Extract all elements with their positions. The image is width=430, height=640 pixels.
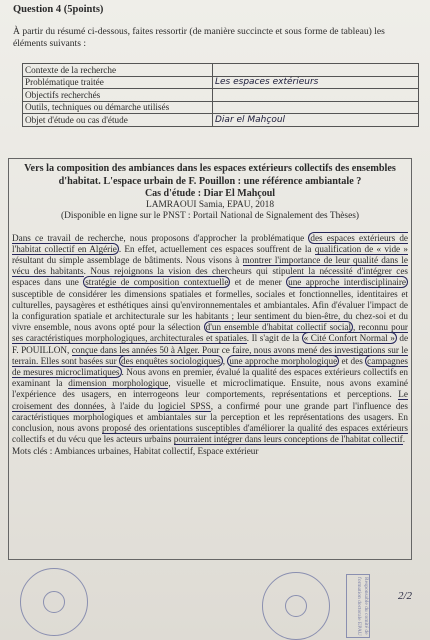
- abstract-segment: . Nous rejoignons la vision des chercheurs qui stipulent la nécessité d'intégrer ces espaces dans une: [12, 266, 408, 288]
- abstract-box: [8, 158, 412, 560]
- underlined-phrase: pourraient intégrer dans leurs conceptions de l'habitat collectif: [173, 434, 403, 445]
- abstract-segment: susceptible de considérer les dimensions spatiales et formelles, sociales et fonctionnelles, identitaires et culturelles, paysagères et esthétiques ainsi qu'environnementales et ambiantales. Afin d'évaluer l'impact de la configuration spatiale et architecturale sur les habitants ; leur sentiment du bien-être, du chez-soi et du vivre ensemble, nous avons opté pour la sélection: [12, 288, 408, 333]
- abstract-segment: . Nous avons en premier, évalué la qualité des espaces extérieurs collectifs en examinant la: [12, 366, 408, 389]
- thesis-availability: (Disponible en ligne sur le PNST : Portail National de Signalement des Thèses): [60, 211, 360, 221]
- circled-phrase: une approche morphologique: [229, 355, 338, 366]
- table-row: [23, 64, 419, 77]
- abstract-segment: . En effet, actuellement ces espaces souffrent de la: [118, 243, 315, 254]
- question-title: Question 4 (5points): [13, 4, 104, 15]
- keywords: Mots clés : Ambiances urbaines, Habitat collectif, Espace extérieur: [12, 446, 259, 457]
- abstract-segment: , a confirmé pour une grande part l'influence des caractéristiques morphologiques et ambiantales sur la perception et les représentations des usagers. En conclusion, nous avons: [12, 400, 409, 433]
- underlined-phrase: reconnu pour ses caractéristiques morphologiques, architecturales et spatiales: [12, 322, 408, 344]
- underlined-phrase: conçue dans les années 50 à Alger: [71, 344, 198, 355]
- abstract-segment: et de mener: [230, 277, 287, 288]
- row-answer[interactable]: [213, 101, 419, 114]
- circled-phrase: des espaces extérieurs de l'habitat collectif en Algérie: [12, 232, 408, 254]
- answer-table: [22, 63, 419, 127]
- abstract-segment: ,: [222, 355, 228, 366]
- circled-phrase: stratégie de composition contextuelle: [85, 277, 229, 288]
- row-label: Problématique traitée: [23, 76, 213, 89]
- abstract-segment: et des: [339, 355, 366, 366]
- row-answer[interactable]: Les espaces extérieurs: [213, 76, 419, 89]
- row-label: Objet d'étude ou cas d'étude: [23, 114, 213, 127]
- row-answer[interactable]: Diar el Mahçoul: [213, 114, 419, 127]
- row-label: Objectifs recherchés: [23, 89, 213, 102]
- abstract-segment: de F. POUILLON,: [12, 333, 409, 355]
- abstract-segment: , visuelle et microclimatique. Ensuite, nous avons examiné l'expérience des usagers, en interrogeons leur comportements, représentations et perceptions.: [12, 378, 408, 400]
- case-study: Cas d'étude : Diar El Mahçoul: [144, 188, 276, 199]
- table-row: [23, 89, 419, 102]
- thesis-author: LAMRAOUI Samia, EPAU, 2018: [145, 199, 275, 210]
- page-number: 2/2: [398, 590, 413, 602]
- institution-stamp-left: [20, 568, 88, 636]
- circled-phrase: campagnes de mesures microclimatiques: [12, 355, 408, 377]
- row-label: Outils, techniques ou démarche utilisés: [23, 101, 213, 114]
- institution-stamp-right: [262, 572, 330, 640]
- circled-phrase: des enquêtes sociologiques: [121, 355, 221, 366]
- abstract-segment: , à l'aide du: [104, 400, 159, 411]
- abstract-segment: collectifs et du vécu que les acteurs urbains: [12, 434, 174, 445]
- underlined-phrase: Le croisement des données: [12, 389, 408, 411]
- underlined-phrase: proposé des orientations susceptibles d'améliorer la qualité des espaces extérieurs: [102, 422, 408, 433]
- abstract-segment: .: [402, 434, 406, 445]
- underlined-phrase: qualification de « vide »: [314, 243, 408, 254]
- signature-stamp: Responsable du comité de formation doctorale EPAU: [346, 574, 370, 638]
- abstract-segment: ,: [353, 322, 359, 333]
- row-answer[interactable]: [213, 64, 419, 77]
- abstract-text: [12, 233, 408, 446]
- row-label: Contexte de la recherche: [23, 64, 213, 77]
- table-row: [23, 114, 419, 127]
- abstract-segment: . Il s'agit de la: [246, 333, 302, 344]
- underlined-phrase: dimension morphologique: [68, 378, 169, 389]
- underlined-phrase: logiciel SPSS: [158, 400, 211, 411]
- row-answer[interactable]: [213, 89, 419, 102]
- circled-phrase: d'un ensemble d'habitat collectif social: [205, 322, 352, 333]
- underlined-phrase: montrer l'importance de leur qualité dans le vécu des habitants: [12, 254, 408, 277]
- thesis-title: Vers la composition des ambiances dans les espaces extérieurs collectifs des ensembles d'habitat. L'espace urbain de F. Pouillon : une référence ambiantale ?: [24, 163, 396, 187]
- table-row: [23, 101, 419, 114]
- instruction-text: À partir du résumé ci-dessous, faites ressortir (de manière succincte et sous forme de tableau) les éléments suivants :: [13, 26, 385, 49]
- circled-phrase: une approche interdisciplinaire: [288, 277, 407, 288]
- abstract-segment: résultant du simple assemblage de bâtiments. Nous visons à: [12, 254, 243, 265]
- underlined-phrase: des investigations sur le terrain: [12, 344, 408, 366]
- circled-phrase: « Cité Confort Normal »: [303, 333, 395, 344]
- abstract-segment: . Elles sont basées sur: [35, 355, 120, 366]
- table-row: [23, 76, 419, 89]
- abstract-segment: Dans ce travail de recherche, nous proposons d'approcher la problématique: [12, 232, 309, 243]
- abstract-segment: . Pour ce faire, nous avons mené: [197, 344, 320, 355]
